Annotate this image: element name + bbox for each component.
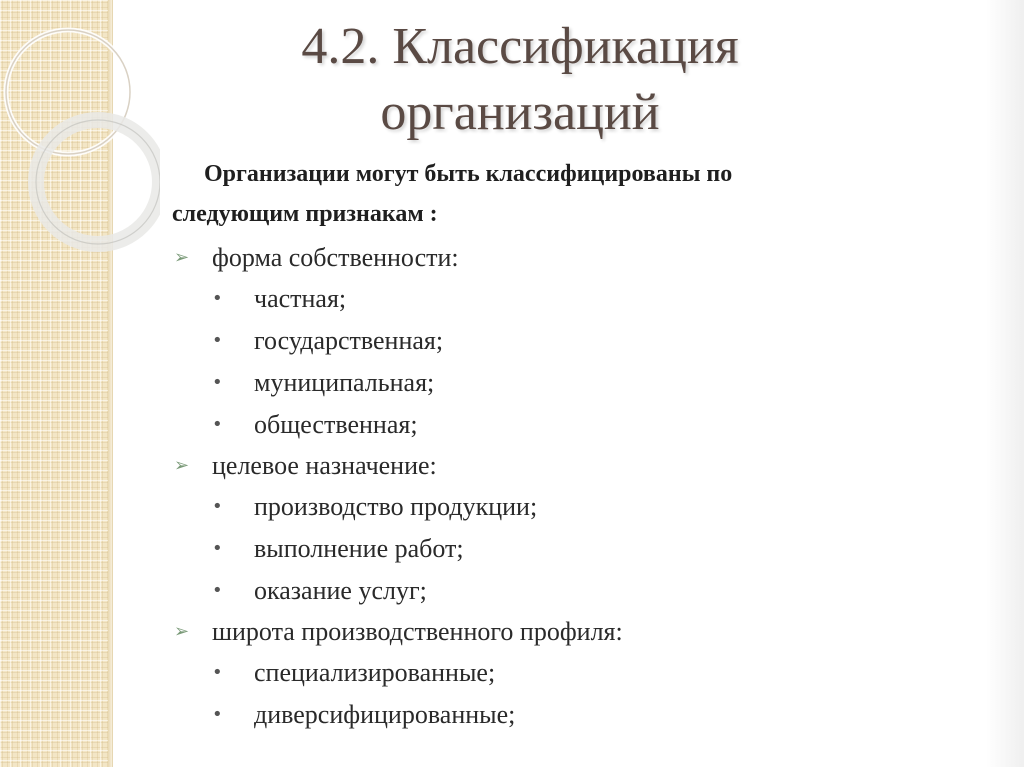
list-item-label: диверсифицированные;: [254, 700, 516, 729]
group-label: целевое назначение:: [212, 451, 437, 480]
dot-bullet-icon: •: [212, 704, 223, 725]
dot-bullet-icon: •: [212, 288, 223, 309]
intro-line-2: следующим признакам :: [172, 201, 438, 227]
list-item-label: оказание услуг;: [254, 576, 427, 605]
dot-bullet-icon: •: [212, 496, 223, 517]
list-item: [172, 528, 972, 570]
dot-bullet-icon: •: [212, 330, 223, 351]
right-edge-shadow: [986, 0, 1024, 767]
list-item-label: специализированные;: [254, 658, 496, 687]
list-item: [172, 362, 972, 404]
intro-line-1: Организации могут быть классифицированы по: [204, 161, 733, 187]
dot-bullet-icon: •: [212, 580, 223, 601]
dot-bullet-icon: •: [212, 662, 223, 683]
list-item: [172, 652, 972, 694]
list-item: [172, 694, 972, 736]
slide-title-line-1: 4.2. Классификация: [301, 18, 739, 75]
list-item: [172, 278, 972, 320]
group-label: форма собственности:: [212, 243, 459, 272]
list-item: [172, 486, 972, 528]
list-item: [172, 320, 972, 362]
list-group-purpose: [172, 446, 972, 486]
classification-list: [172, 238, 972, 736]
dot-bullet-icon: •: [212, 538, 223, 559]
list-item-label: общественная;: [254, 410, 418, 439]
list-item: [172, 404, 972, 446]
list-item-label: муниципальная;: [254, 368, 435, 397]
group-label: широта производственного профиля:: [212, 617, 623, 646]
list-item-label: выполнение работ;: [254, 534, 464, 563]
decorative-rings-icon: [0, 0, 160, 260]
list-item-label: производство продукции;: [254, 492, 538, 521]
list-group-profile: [172, 612, 972, 652]
arrow-bullet-icon: ➢: [174, 247, 190, 268]
list-item-label: частная;: [254, 284, 347, 313]
intro-text: [172, 154, 932, 234]
arrow-bullet-icon: ➢: [174, 455, 190, 476]
list-item-label: государственная;: [254, 326, 444, 355]
list-item: [172, 570, 972, 612]
dot-bullet-icon: •: [212, 372, 223, 393]
slide-title: [160, 14, 880, 146]
dot-bullet-icon: •: [212, 414, 223, 435]
slide-title-line-2: организаций: [380, 84, 660, 141]
list-group-ownership: [172, 238, 972, 278]
arrow-bullet-icon: ➢: [174, 621, 190, 642]
